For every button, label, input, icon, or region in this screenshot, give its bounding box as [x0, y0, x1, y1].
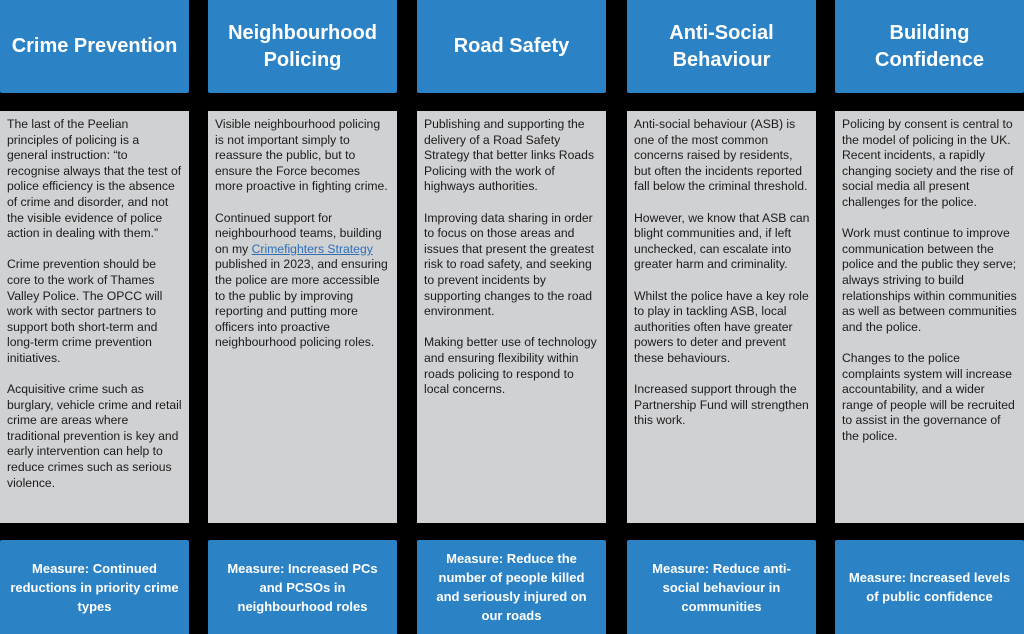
column-title: Building Confidence	[875, 21, 984, 71]
measure-text: Measure: Reduce anti-social behaviour in communities	[652, 560, 791, 614]
measure-text: Measure: Increased levels of public confidence	[848, 570, 1011, 604]
column-building-confidence	[835, 0, 1024, 634]
column-title: Neighbourhood Policing	[228, 21, 377, 71]
column-header	[835, 0, 1024, 93]
measure-box	[208, 540, 397, 634]
column-anti-social-behaviour	[627, 0, 816, 634]
paragraph: Policing by consent is central to the model of policing in the UK. Recent incidents, a rapidly changing society and the rise of social media all present challenges for the police.	[842, 117, 1014, 209]
column-body	[208, 111, 397, 523]
measure-box	[835, 540, 1024, 634]
measure-box	[627, 540, 816, 634]
paragraph: Work must continue to improve communication between the police and the public they serve; always striving to build relationships within communities as well as between communities and the police.	[842, 226, 1017, 334]
column-body	[417, 111, 606, 523]
column-body	[627, 111, 816, 523]
measure-text: Measure: Increased PCs and PCSOs in neighbourhood roles	[227, 560, 378, 614]
column-title: Anti-Social Behaviour	[669, 21, 774, 71]
paragraph: Improving data sharing in order to focus on those areas and issues that present the greatest risk to road safety, and seeking to prevent incidents by supporting changes to the road environment.	[424, 210, 595, 319]
column-title: Road Safety	[453, 35, 570, 57]
paragraph-text: Continued support for neighbourhood teams, building on my	[215, 210, 382, 256]
paragraph: However, we know that ASB can blight communities and, if left unchecked, can escalate into greater harm and criminality.	[634, 210, 810, 272]
paragraph: Anti-social behaviour (ASB) is one of the most common concerns raised by residents, but often the incidents reported fall below the criminal threshold.	[634, 117, 808, 194]
measure-box	[417, 540, 606, 634]
paragraph: Increased support through the Partnership Fund will strengthen this work.	[634, 382, 809, 428]
paragraph: Making better use of technology and ensuring flexibility within roads policing to respond to local concerns.	[424, 335, 597, 397]
column-body	[0, 111, 189, 523]
paragraph: Visible neighbourhood policing is not important simply to reassure the public, but to ensure the Force becomes more proactive in fighting crime.	[215, 117, 388, 194]
paragraph: The last of the Peelian principles of policing is a general instruction: “to recognise always that the test of police efficiency is the absence of crime and disorder, and not the visible evidence of police action in dealing with them.”	[7, 117, 182, 241]
paragraph: Publishing and supporting the delivery of a Road Safety Strategy that better links Roads Policing with the work of highways authorities.	[424, 117, 595, 194]
paragraph: Acquisitive crime such as burglary, vehicle crime and retail crime are areas where traditional prevention is key and early intervention can help to reduce crimes such as serious violence.	[7, 382, 182, 490]
crimefighters-strategy-link[interactable]: Crimefighters Strategy	[251, 241, 373, 256]
paragraph	[215, 211, 391, 351]
paragraph: Whilst the police have a key role to play in tackling ASB, local authorities often have greater powers to deter and prevent these behaviours.	[634, 288, 809, 365]
column-header	[0, 0, 189, 93]
paragraph: Crime prevention should be core to the work of Thames Valley Police. The OPCC will work with sector partners to support both short-term and long-term crime prevention initiatives.	[7, 257, 163, 365]
paragraph-text: published in 2023, and ensuring the police are more accessible to the public by improving reporting and putting more officers into proactive neighbourhood policing roles.	[215, 257, 388, 350]
column-title: Crime Prevention	[11, 35, 178, 57]
column-neighbourhood-policing	[208, 0, 397, 634]
column-body	[835, 111, 1024, 523]
column-road-safety	[417, 0, 606, 634]
measure-text: Measure: Reduce the number of people killed and seriously injured on our roads	[436, 551, 587, 623]
column-header	[417, 0, 606, 93]
column-crime-prevention	[0, 0, 189, 634]
column-header	[208, 0, 397, 93]
paragraph: Changes to the police complaints system will increase accountability, and a wider range of people will be recruited to assist in the governance of the police.	[842, 350, 1015, 443]
column-header	[627, 0, 816, 93]
measure-text: Measure: Continued reductions in priority crime types	[10, 560, 179, 614]
measure-box	[0, 540, 189, 634]
